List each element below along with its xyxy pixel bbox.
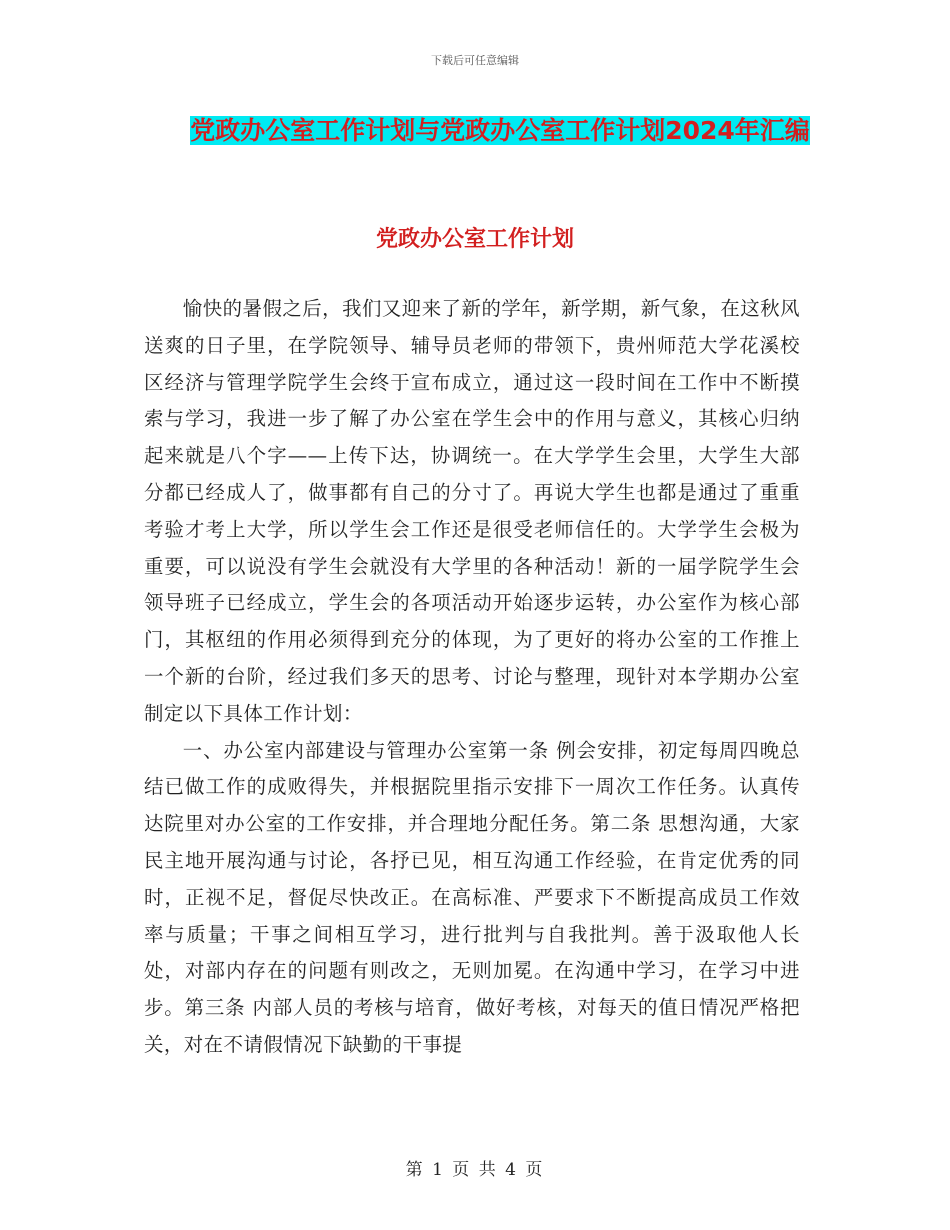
document-title-text: 党政办公室工作计划与党政办公室工作计划2024年汇编 xyxy=(190,116,810,145)
paragraph-2: 一、办公室内部建设与管理办公室第一条 例会安排，初定每周四晚总结已做工作的成败得失，并根据院里指示安排下一周次工作任务。认真传达院里对办公室的工作安排，并合理地分配任务。第二条 思想沟通，大家民主地开展沟通与讨论，各抒已见，相互沟通工作经验，在肯定优秀的同时，正视不足，督促尽快改正。在高标准、严要求下不断提高成员工作效率与质量；干事之间相互学习，进行批判与自我批判。善于汲取他人长处，对部内存在的问题有则改之，无则加冕。在沟通中学习，在学习中进步。第三条 内部人员的考核与培育，做好考核，对每天的值日情况严格把关，对在不请假情况下缺勤的干事提 xyxy=(144,738,800,1056)
section-title: 党政办公室工作计划 xyxy=(375,227,574,252)
body-text xyxy=(144,291,800,1064)
document-title xyxy=(140,108,860,154)
header-note: 下载后可任意编辑 xyxy=(431,54,519,67)
page-footer: 第 1 页 共 4 页 xyxy=(405,1160,545,1180)
paragraph-1: 愉快的暑假之后，我们又迎来了新的学年，新学期，新气象，在这秋风送爽的日子里，在学院领导、辅导员老师的带领下，贵州师范大学花溪校区经济与管理学院学生会终于宣布成立，通过这一段时间在工作中不断摸索与学习，我进一步了解了办公室在学生会中的作用与意义，其核心归纳起来就是八个字——上传下达，协调统一。在大学学生会里，大学生大部分都已经成人了，做事都有自己的分寸了。再说大学生也都是通过了重重考验才考上大学，所以学生会工作还是很受老师信任的。大学学生会极为重要，可以说没有学生会就没有大学里的各种活动！新的一届学院学生会领导班子已经成立，学生会的各项活动开始逐步运转，办公室作为核心部门，其枢纽的作用必须得到充分的体现，为了更好的将办公室的工作推上一个新的台阶，经过我们多天的思考、讨论与整理，现针对本学期办公室制定以下具体工作计划： xyxy=(144,297,800,725)
